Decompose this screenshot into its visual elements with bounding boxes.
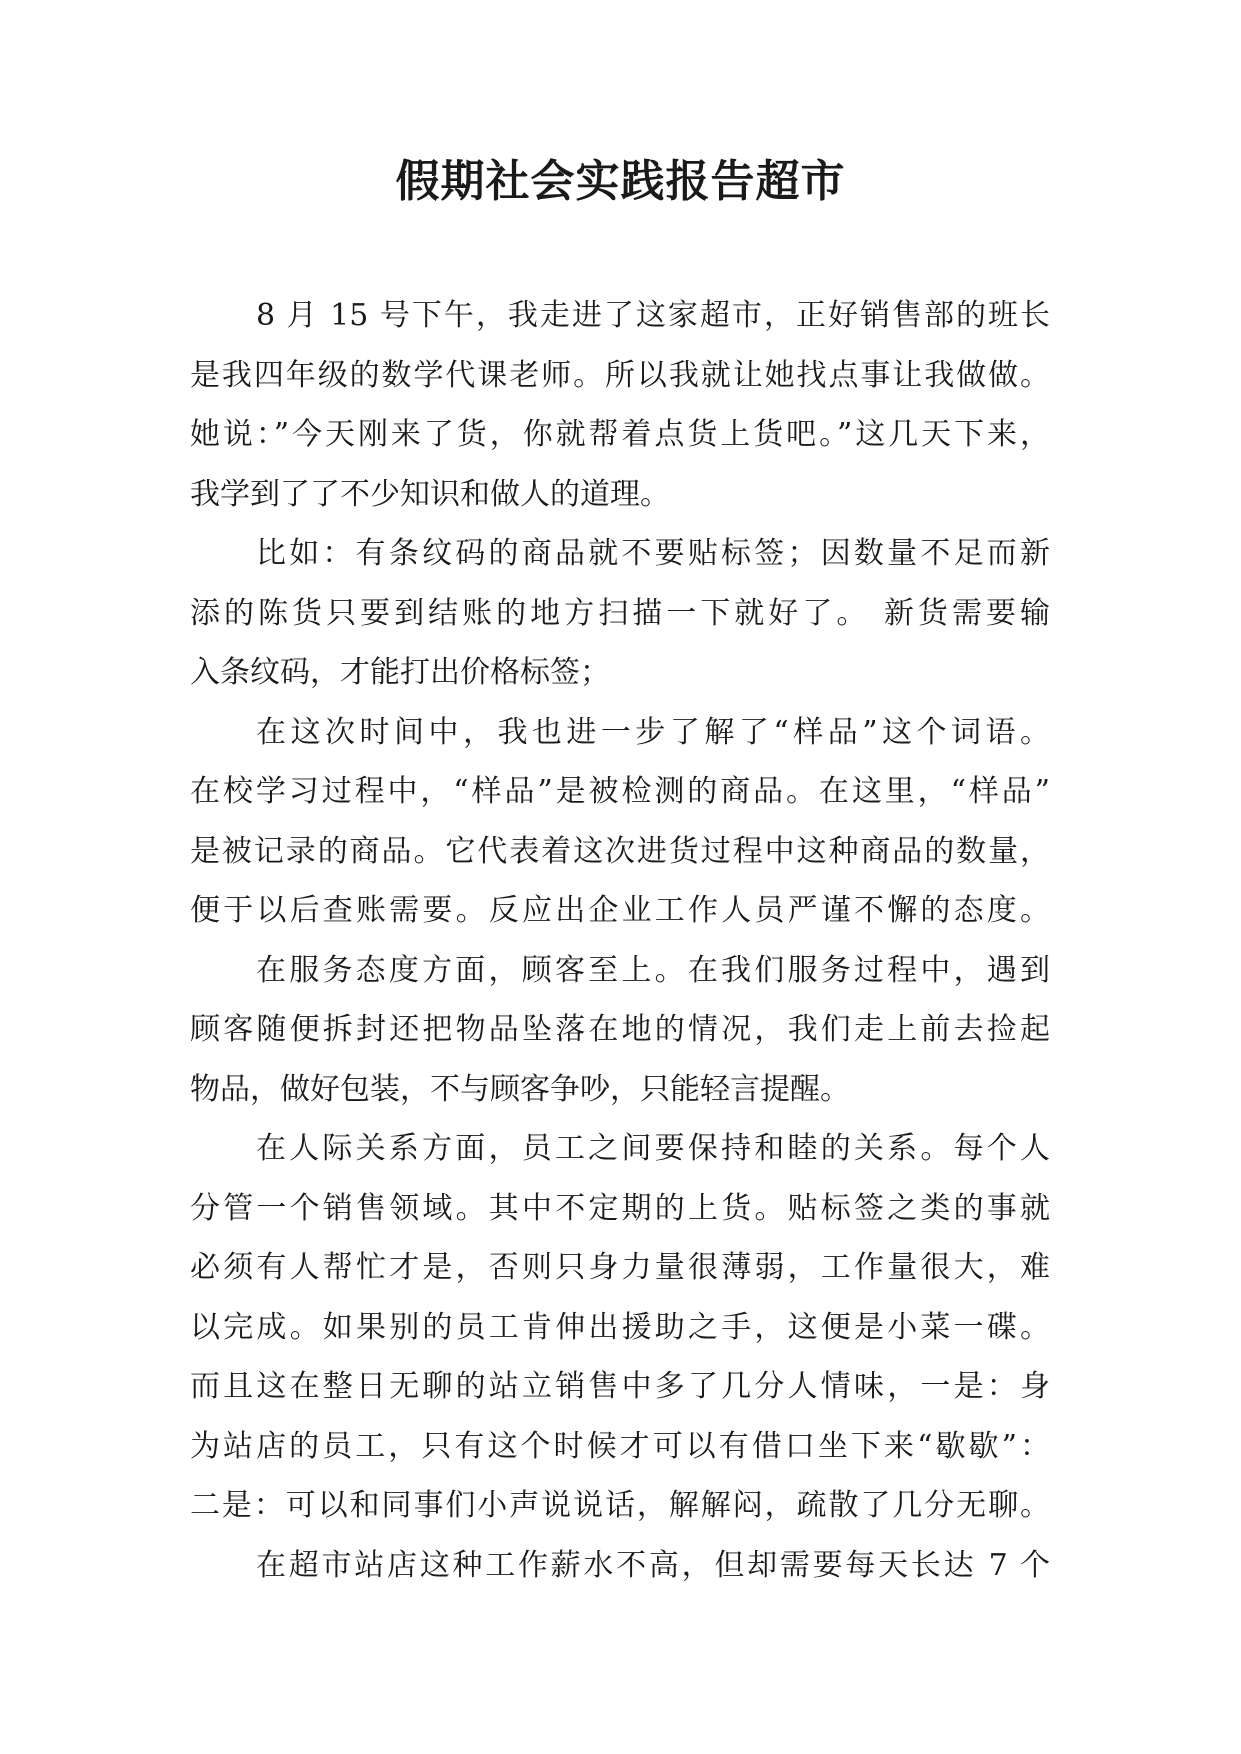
document-title: 假期社会实践报告超市 — [395, 156, 846, 207]
text-line: 在人际关系方面，员工之间要保持和睦的关系。每个人 — [256, 1131, 1050, 1166]
text-line: 便于以后查账需要。反应出企业工作人员严谨不懈的态度。 — [190, 893, 1050, 928]
text-line: 为站店的员工，只有这个时候才可以有借口坐下来“歇歇”： — [190, 1428, 1050, 1464]
text-line: 是我四年级的数学代课老师。所以我就让她找点事让我做做。 — [190, 357, 1050, 393]
text-line: 在服务态度方面，顾客至上。在我们服务过程中，遇到 — [256, 952, 1050, 988]
text-line: 她说：”今天刚来了货，你就帮着点货上货吧。”这几天下来， — [190, 417, 1050, 452]
text-line: 必须有人帮忙才是，否则只身力量很薄弱，工作量很大，难 — [190, 1250, 1050, 1285]
text-line: 以完成。如果别的员工肯伸出援助之手，这便是小菜一碟。 — [190, 1309, 1050, 1345]
text-line: 8 月 15 号下午，我走进了这家超市，正好销售部的班长 — [256, 298, 1050, 333]
text-line: 是被记录的商品。它代表着这次进货过程中这种商品的数量， — [190, 833, 1050, 869]
text-line: 在这次时间中，我也进一步了解了“样品”这个词语。 — [256, 714, 1050, 750]
paragraph — [190, 524, 1050, 703]
text-line: 入条纹码，才能打出价格标签； — [190, 655, 610, 690]
paragraph — [190, 286, 1050, 524]
text-line: 而且这在整日无聊的站立销售中多了几分人情味，一是：身 — [190, 1369, 1050, 1404]
text-line: 物品，做好包装，不与顾客争吵，只能轻言提醒。 — [190, 1071, 850, 1107]
paragraph — [190, 941, 1050, 1120]
document-body — [190, 286, 1050, 1595]
text-line: 二是：可以和同事们小声说说话，解解闷，疏散了几分无聊。 — [190, 1488, 1050, 1523]
text-line: 我学到了了不少知识和做人的道理。 — [190, 476, 670, 512]
text-line: 在校学习过程中，“样品”是被检测的商品。在这里，“样品” — [190, 774, 1050, 809]
text-line: 比如：有条纹码的商品就不要贴标签；因数量不足而新 — [256, 536, 1050, 571]
text-line: 分管一个销售领域。其中不定期的上货。贴标签之类的事就 — [190, 1190, 1050, 1226]
paragraph — [190, 1536, 1050, 1596]
text-line: 顾客随便拆封还把物品坠落在地的情况，我们走上前去捡起 — [190, 1012, 1050, 1047]
text-line: 添的陈货只要到结账的地方扫描一下就好了。 新货需要输 — [190, 595, 1050, 631]
text-line: 在超市站店这种工作薪水不高，但却需要每天长达 7 个 — [256, 1547, 1050, 1583]
paragraph — [190, 1119, 1050, 1536]
paragraph — [190, 703, 1050, 941]
